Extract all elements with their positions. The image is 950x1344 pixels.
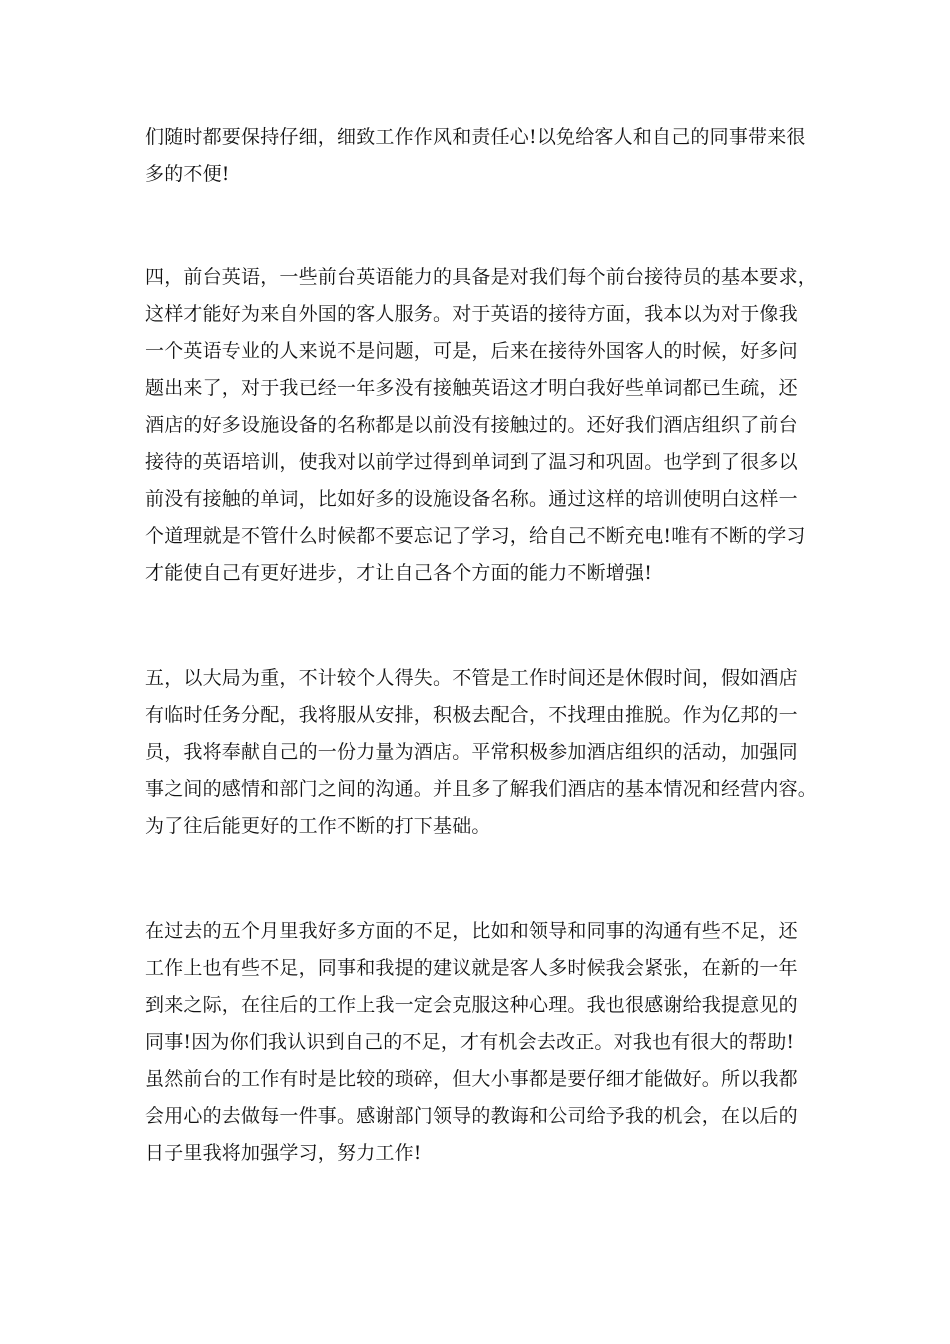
paragraph-2-line-4: 题出来了，对于我已经一年多没有接触英语这才明白我好些单词都已生疏，还 [145,377,798,399]
paragraph-3-line-1: 五，以大局为重，不计较个人得失。不管是工作时间还是休假时间，假如酒店 [145,667,798,689]
paragraph-2-line-3: 一个英语专业的人来说不是问题，可是，后来在接待外国客人的时候，好多问 [145,340,798,362]
paragraph-4-line-5: 虽然前台的工作有时是比较的琐碎，但大小事都是要仔细才能做好。所以我都 [145,1068,798,1090]
paragraph-2-line-1: 四，前台英语，一些前台英语能力的具备是对我们每个前台接待员的基本要求， [145,266,818,288]
paragraph-2-line-9: 才能使自己有更好进步，才让自己各个方面的能力不断增强! [145,562,653,584]
paragraph-4-line-1: 在过去的五个月里我好多方面的不足，比如和领导和同事的沟通有些不足，还 [145,920,798,942]
paragraph-3-line-2: 有临时任务分配，我将服从安排，积极去配合，不找理由推脱。作为亿邦的一 [145,704,798,726]
paragraph-2-line-8: 个道理就是不管什么时候都不要忘记了学习，给自己不断充电!唯有不断的学习 [145,525,806,547]
paragraph-2-line-2: 这样才能好为来自外国的客人服务。对于英语的接待方面，我本以为对于像我 [145,303,798,325]
paragraph-4-line-7: 日子里我将加强学习，努力工作! [145,1142,422,1164]
paragraph-2-line-7: 前没有接触的单词，比如好多的设施设备名称。通过这样的培训使明白这样一 [145,488,798,510]
paragraph-3-line-3: 员，我将奉献自己的一份力量为酒店。平常积极参加酒店组织的活动，加强同 [145,741,798,763]
paragraph-4-line-4: 同事!因为你们我认识到自己的不足，才有机会去改正。对我也有很大的帮助! [145,1031,795,1053]
paragraph-1-line-2: 多的不便! [145,163,230,185]
paragraph-1-line-1: 们随时都要保持仔细，细致工作作风和责任心!以免给客人和自己的同事带来很 [145,126,806,148]
paragraph-2-line-5: 酒店的好多设施设备的名称都是以前没有接触过的。还好我们酒店组织了前台 [145,414,798,436]
paragraph-4-line-3: 到来之际，在往后的工作上我一定会克服这种心理。我也很感谢给我提意见的 [145,994,798,1016]
paragraph-4-line-2: 工作上也有些不足，同事和我提的建议就是客人多时候我会紧张，在新的一年 [145,957,798,979]
paragraph-4-line-6: 会用心的去做每一件事。感谢部门领导的教诲和公司给予我的机会，在以后的 [145,1105,798,1127]
paragraph-2-line-6: 接待的英语培训，使我对以前学过得到单词到了温习和巩固。也学到了很多以 [145,451,798,473]
paragraph-3-line-5: 为了往后能更好的工作不断的打下基础。 [145,815,491,837]
paragraph-3-line-4: 事之间的感情和部门之间的沟通。并且多了解我们酒店的基本情况和经营内容。 [145,778,818,800]
